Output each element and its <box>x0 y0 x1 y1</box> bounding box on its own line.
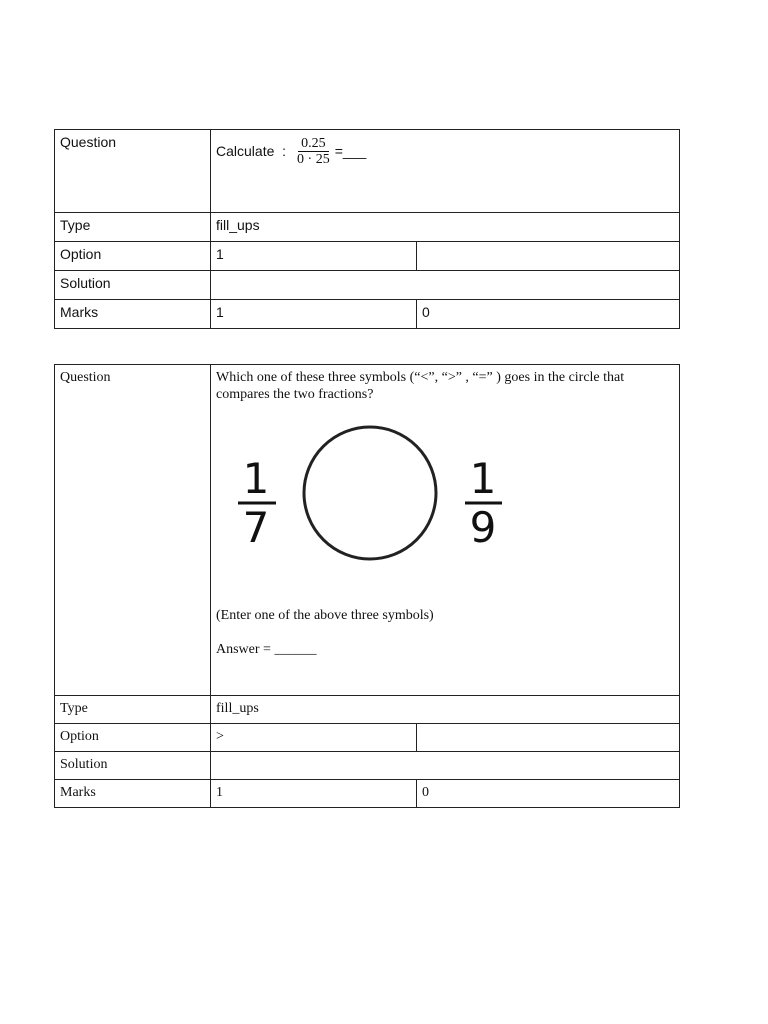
right-fraction-denominator: 9 <box>469 503 497 552</box>
comparison-circle <box>304 427 436 559</box>
fraction-comparison-figure <box>216 421 516 571</box>
option-value: > <box>211 724 417 752</box>
calculate-prefix: Calculate : <box>216 143 287 159</box>
fraction-numerator: 0.25 <box>298 136 329 152</box>
type-value: fill_ups <box>211 696 680 724</box>
marks-negative: 0 <box>417 300 680 329</box>
marks-label: Marks <box>55 300 211 329</box>
calculate-suffix: =___ <box>334 143 367 159</box>
fraction <box>294 136 333 167</box>
marks-value: 1 <box>211 300 417 329</box>
type-label: Type <box>55 213 211 242</box>
question-cell <box>211 130 680 213</box>
question-label: Question <box>55 365 211 696</box>
question-label: Question <box>55 130 211 213</box>
solution-value <box>211 752 680 780</box>
question-text: Which one of these three symbols (“<”, “>” , “=” ) goes in the circle that compares the two fractions? <box>216 370 625 402</box>
solution-value <box>211 271 680 300</box>
type-label: Type <box>55 696 211 724</box>
question-table-1 <box>54 129 680 329</box>
question-cell <box>211 365 680 696</box>
instruction-text: (Enter one of the above three symbols) <box>216 608 434 623</box>
option-value: 1 <box>211 242 417 271</box>
option-label: Option <box>55 724 211 752</box>
calculate-expression <box>216 136 674 167</box>
left-fraction-numerator: 1 <box>242 454 270 503</box>
question-table-2 <box>54 364 680 808</box>
solution-label: Solution <box>55 752 211 780</box>
marks-value: 1 <box>211 780 417 808</box>
answer-line: Answer = ______ <box>216 642 317 657</box>
right-fraction-numerator: 1 <box>469 454 497 503</box>
fraction-denominator: 0 · 25 <box>297 152 330 167</box>
marks-label: Marks <box>55 780 211 808</box>
option-value-2 <box>417 724 680 752</box>
marks-negative: 0 <box>417 780 680 808</box>
left-fraction-denominator: 7 <box>242 503 270 552</box>
solution-label: Solution <box>55 271 211 300</box>
type-value: fill_ups <box>211 213 680 242</box>
option-label: Option <box>55 242 211 271</box>
option-value-2 <box>417 242 680 271</box>
